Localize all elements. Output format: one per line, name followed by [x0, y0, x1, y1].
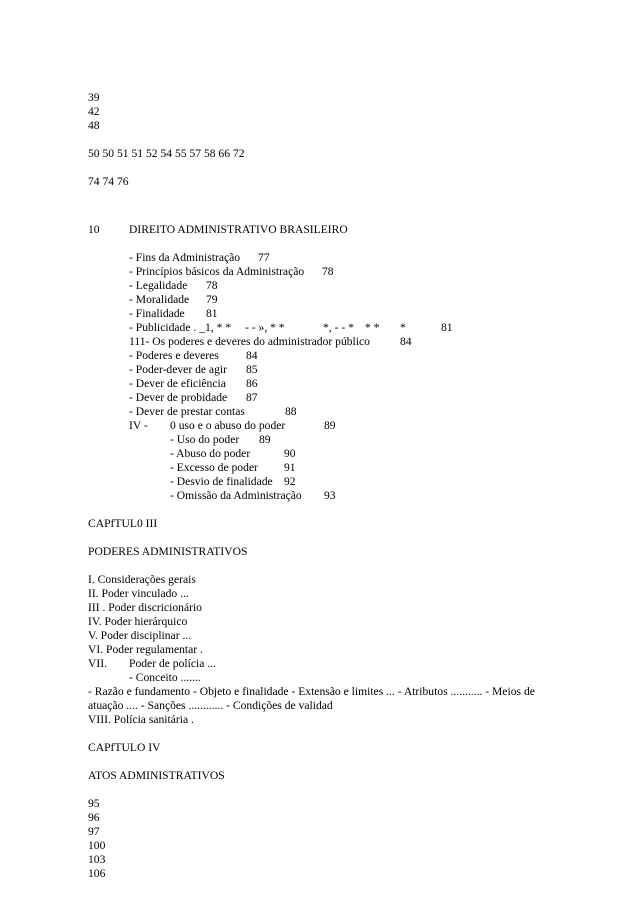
toc-item-page: 91 [284, 461, 296, 474]
toc-subsection [0, 419, 638, 433]
page-number: 42 [88, 105, 100, 118]
section-title: DIREITO ADMINISTRATIVO BRASILEIRO [129, 223, 348, 236]
chapter-paragraph-line: - Razão e fundamento - Objeto e finalidade - Extensão e limites ... - Atributos ........... - Meios de [88, 685, 535, 698]
toc-item-label: - Omissão da Administração [170, 489, 302, 502]
toc-item-noise: * [400, 321, 406, 334]
toc-item-page: 90 [284, 447, 296, 460]
toc-item-noise: * * [365, 321, 380, 334]
page-number: 100 [88, 839, 106, 852]
chapter-item: VIII. Polícia sanitária . [88, 713, 194, 726]
toc-subitem [0, 475, 638, 489]
toc-item-noise: *, - - * [323, 321, 354, 334]
toc-item-label: 111- Os poderes e deveres do administrador público [129, 335, 370, 348]
page-number: 96 [88, 811, 100, 824]
toc-item-label: - Poderes e deveres [129, 349, 219, 362]
toc-item-noise: - - », * * [245, 321, 285, 334]
page-number: 106 [88, 867, 106, 880]
toc-item-page: 92 [284, 475, 296, 488]
page-number: 95 [88, 797, 100, 810]
toc-item-label: - Dever de probidade [129, 391, 228, 404]
toc-subitem [0, 489, 638, 503]
toc-item-label: - Poder-dever de agir [129, 363, 227, 376]
toc-item [0, 377, 638, 391]
toc-item-page: 78 [206, 279, 218, 292]
toc-item [0, 265, 638, 279]
toc-item-page: 77 [258, 251, 270, 264]
chapter-item [0, 657, 638, 671]
chapter-heading: CAPfTULO IV [88, 741, 161, 754]
toc-item-page: 87 [246, 391, 258, 404]
toc-item-label: - Dever de prestar contas [129, 405, 245, 418]
toc-item-page: 85 [246, 363, 258, 376]
toc-item-page: 89 [324, 419, 336, 432]
toc-item-label: - Moralidade [129, 293, 190, 306]
chapter-item-label: Poder de polícia ... [129, 657, 216, 670]
toc-item [0, 335, 638, 349]
toc-item-label: - Princípios básicos da Administração [129, 265, 305, 278]
chapter-subitem: - Conceito ....... [129, 671, 201, 684]
toc-subsection-number: IV - [129, 419, 148, 432]
chapter-item: I. Considerações gerais [88, 573, 196, 586]
toc-item-page: 78 [322, 265, 334, 278]
toc-item-page: 81 [206, 307, 218, 320]
toc-item-label: - Fins da Administração [129, 251, 241, 264]
toc-item-page: 86 [246, 377, 258, 390]
chapter-paragraph-line: atuação .... - Sanções ............ - Condições de validad [88, 699, 333, 712]
chapter-item: III . Poder discricionário [88, 601, 202, 614]
toc-item-page: 93 [324, 489, 336, 502]
toc-item-page: 84 [246, 349, 258, 362]
toc-item-label: - Excesso de poder [170, 461, 258, 474]
toc-item-label: - Dever de eficiência [129, 377, 226, 390]
toc-item-page: 81 [441, 321, 453, 334]
page-number: 103 [88, 853, 106, 866]
toc-item-label: - Abuso do poder [170, 447, 251, 460]
section-heading [0, 223, 638, 237]
toc-item [0, 349, 638, 363]
toc-item-page: 84 [400, 335, 412, 348]
toc-item [0, 307, 638, 321]
toc-item-label: - Publicidade . _1, * * [129, 321, 232, 334]
chapter-item: II. Poder vinculado ... [88, 587, 189, 600]
chapter-title: PODERES ADMINISTRATIVOS [88, 545, 248, 558]
toc-item [0, 321, 638, 335]
chapter-item: IV. Poder hierárquico [88, 615, 188, 628]
toc-subitem [0, 461, 638, 475]
toc-subitem [0, 447, 638, 461]
toc-item-page: 88 [285, 405, 297, 418]
toc-item [0, 405, 638, 419]
chapter-item-number: VII. [88, 657, 107, 670]
toc-item-label: - Uso do poder [170, 433, 240, 446]
toc-subsection-label: 0 uso e o abuso do poder [170, 419, 286, 432]
chapter-item: V. Poder disciplinar ... [88, 629, 192, 642]
chapter-title: ATOS ADMINISTRATIVOS [88, 769, 225, 782]
toc-subitem [0, 433, 638, 447]
toc-item [0, 279, 638, 293]
page-number-run: 74 74 76 [88, 175, 129, 188]
toc-item-label: - Legalidade [129, 279, 188, 292]
toc-item [0, 251, 638, 265]
toc-item-page: 89 [259, 433, 271, 446]
toc-item-label: - Finalidade [129, 307, 185, 320]
page-number: 39 [88, 91, 100, 104]
chapter-item: VI. Poder regulamentar . [88, 643, 203, 656]
chapter-heading: CAPfTUL0 III [88, 517, 158, 530]
toc-item [0, 293, 638, 307]
page-number: 97 [88, 825, 100, 838]
toc-item [0, 391, 638, 405]
section-number: 10 [88, 223, 100, 236]
page-number: 48 [88, 119, 100, 132]
toc-item [0, 363, 638, 377]
toc-item-label: - Desvio de finalidade [170, 475, 273, 488]
page-number-run: 50 50 51 51 52 54 55 57 58 66 72 [88, 147, 245, 160]
toc-item-page: 79 [206, 293, 218, 306]
